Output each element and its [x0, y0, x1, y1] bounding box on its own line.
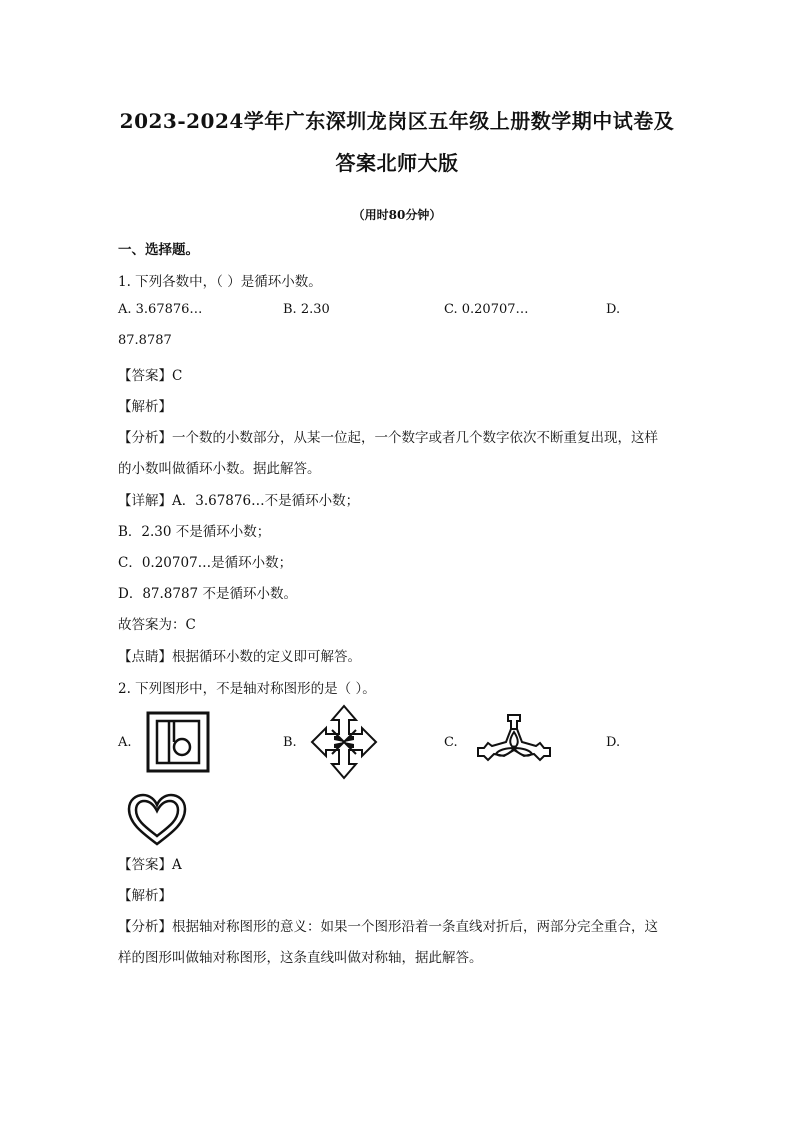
q2-analysis-label: 【解析】: [118, 888, 172, 904]
q2-option-d-label: D.: [606, 735, 621, 750]
q1-detail-3: C．0.20707…是循环小数；: [118, 555, 293, 571]
figure-a-square-icon: [145, 710, 211, 774]
time-limit: （用时80分钟）: [352, 208, 442, 222]
q1-key-point: 【点睛】根据循环小数的定义即可解答。: [118, 649, 361, 665]
q1-analysis-text-2: 的小数叫做循环小数。据此解答。: [118, 461, 321, 477]
q2-answer: 【答案】A: [118, 857, 182, 873]
q1-option-c: C. 0.20707…: [444, 302, 529, 317]
q1-stem: 1. 下列各数中，（ ）是循环小数。: [118, 274, 322, 290]
q1-final-answer: 故答案为：C: [118, 617, 196, 633]
q2-stem: 2. 下列图形中，不是轴对称图形的是（ ）。: [118, 681, 376, 697]
q2-option-c-label: C.: [444, 735, 458, 750]
q1-option-d-value: 87.8787: [118, 333, 172, 348]
q1-detail-2: B．2.30 不是循环小数；: [118, 524, 271, 540]
q1-detail-1: 【详解】A．3.67876…不是循环小数；: [118, 493, 360, 509]
q1-option-d: D.: [606, 302, 621, 317]
q2-analysis-text-2: 样的图形叫做轴对称图形，这条直线叫做对称轴，据此解答。: [118, 950, 483, 966]
q1-option-b: B. 2.30: [283, 302, 330, 317]
q1-option-a: A. 3.67876…: [118, 302, 203, 317]
q1-analysis-text-1: 【分析】一个数的小数部分，从某一位起，一个数字或者几个数字依次不断重复出现，这样: [118, 430, 658, 446]
figure-c-propeller-icon: [474, 712, 554, 774]
q1-answer: 【答案】C: [118, 368, 183, 384]
q2-analysis-text-1: 【分析】根据轴对称图形的意义：如果一个图形沿着一条直线对折后，两部分完全重合，这: [118, 919, 658, 935]
page-title-line2: 答案北师大版: [335, 151, 459, 175]
q2-option-b-label: B.: [283, 735, 297, 750]
q2-option-a-label: A.: [118, 735, 132, 750]
q1-analysis-label: 【解析】: [118, 399, 172, 415]
figure-b-arrows-icon: [310, 703, 378, 781]
page-title-line1: 2023-2024学年广东深圳龙岗区五年级上册数学期中试卷及: [119, 109, 675, 133]
figure-d-heart-icon: [126, 792, 188, 848]
q1-detail-4: D．87.8787 不是循环小数。: [118, 586, 297, 602]
section-heading: 一、选择题。: [118, 242, 199, 258]
